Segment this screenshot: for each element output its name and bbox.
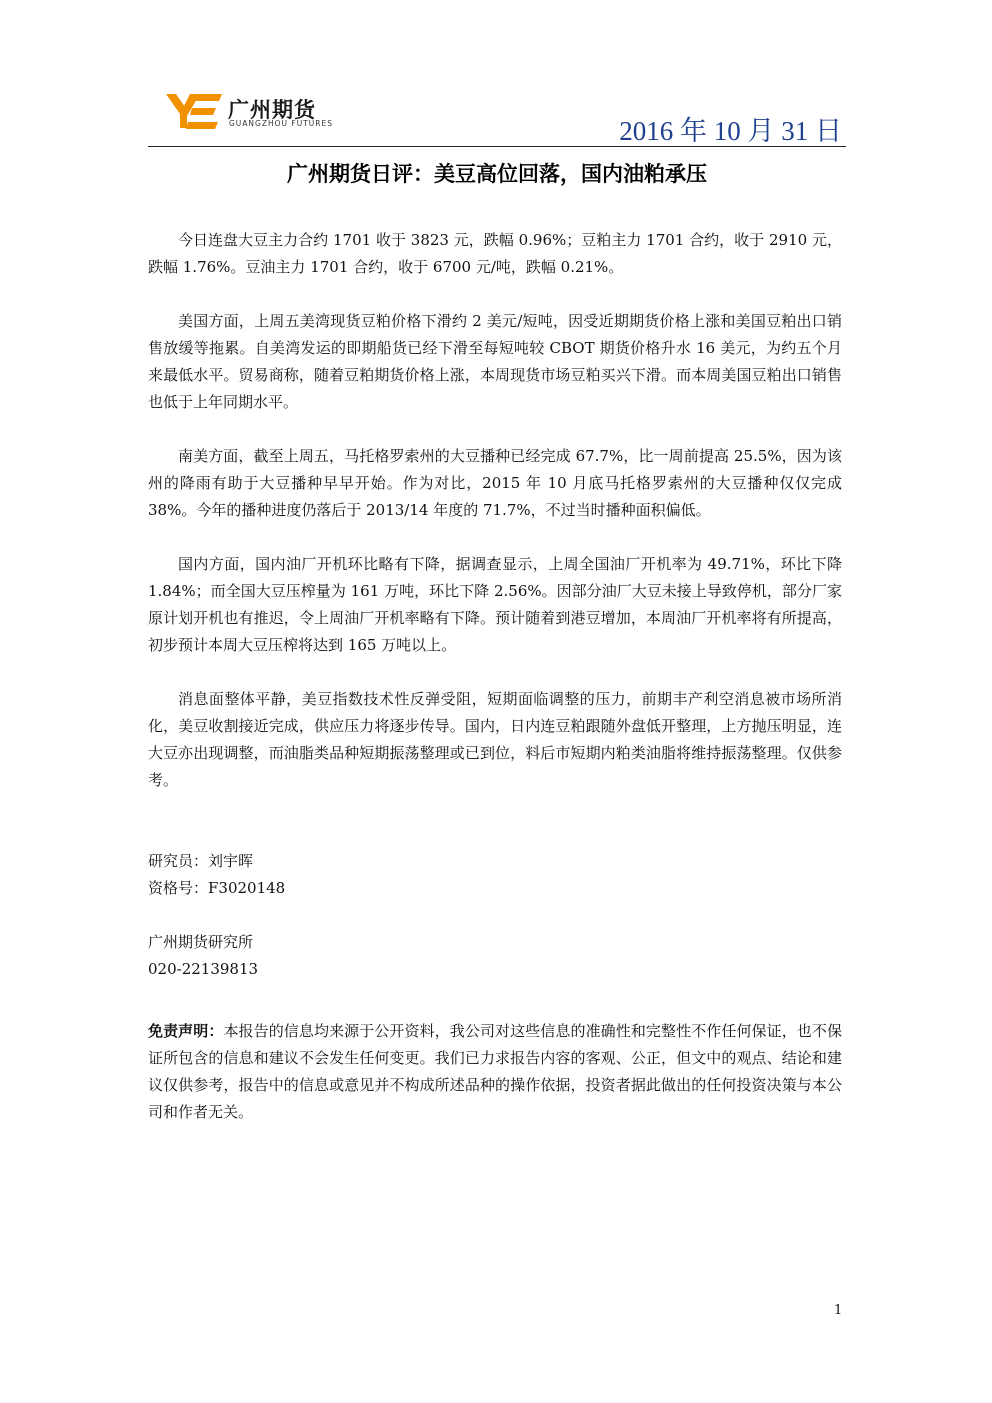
institute-phone: 020-22139813 — [148, 960, 259, 978]
disclaimer — [148, 1018, 842, 1126]
institute-info — [148, 929, 842, 983]
disclaimer-text: 本报告的信息均来源于公开资料，我公司对这些信息的准确性和完整性不作任何保证，也不保证所包含的信息和建议不会发生任何变更。我们已力求报告内容的客观、公正，但文中的观点、结论和建议仅供参考，报告中的信息或意见并不构成所述品种的操作依据，投资者据此做出的任何投资决策与本公司和作者无关。 — [148, 1022, 842, 1121]
disclaimer-label: 免责声明： — [148, 1022, 224, 1040]
logo-chinese-name: 广州期货 — [228, 98, 316, 122]
page-header — [148, 82, 846, 146]
license-number: 资格号：F3020148 — [148, 879, 286, 897]
page-number: 1 — [834, 1303, 843, 1318]
company-logo — [166, 88, 366, 134]
researcher-name: 研究员：刘宇晖 — [148, 852, 254, 870]
paragraph-outlook: 消息面整体平静，美豆指数技术性反弹受阻，短期面临调整的压力，前期丰产利空消息被市场所消化，美豆收割接近完成，供应压力将逐步传导。国内，日内连豆粕跟随外盘低开整理，上方抛压明显，连大豆亦出现调整，而油脂类品种短期振荡整理或已到位，料后市短期内粕类油脂将维持振荡整理。仅供参考。 — [148, 690, 842, 789]
spacer — [148, 821, 842, 848]
paragraph-us-market: 美国方面，上周五美湾现货豆粕价格下滑约 2 美元/短吨，因受近期期货价格上涨和美国豆粕出口销售放缓等拖累。自美湾发运的即期船货已经下滑至每短吨较 CBOT 期货价格升水 16 美元，为约五个月来最低水平。贸易商称，随着豆粕期货价格上涨，本周现货市场豆粕买兴下滑。而本周美国豆粕出口销售也低于上年同期水平。 — [148, 312, 842, 411]
report-body — [148, 227, 842, 1126]
report-date: 2016 年 10 月 31 日 — [619, 116, 842, 146]
analyst-info — [148, 848, 842, 902]
logo-english-name: GUANGZHOU FUTURES — [229, 119, 333, 128]
institute-name: 广州期货研究所 — [148, 933, 254, 951]
paragraph-market-summary: 今日连盘大豆主力合约 1701 收于 3823 元，跌幅 0.96%；豆粕主力 1701 合约，收于 2910 元，跌幅 1.76%。豆油主力 1701 合约，收于 6700 元/吨，跌幅 0.21%。 — [148, 231, 842, 276]
logo-ye-icon — [166, 92, 222, 130]
paragraph-domestic: 国内方面，国内油厂开机环比略有下降，据调查显示，上周全国油厂开机率为 49.71%，环比下降 1.84%；而全国大豆压榨量为 161 万吨，环比下降 2.56%。因部分油厂大豆未接上导致停机，部分厂家原计划开机也有推迟，令上周油厂开机率略有下降。预计随着到港豆增加，本周油厂开机率将有所提高，初步预计本周大豆压榨将达到 165 万吨以上。 — [148, 555, 842, 654]
header-divider — [148, 146, 846, 147]
spacer — [148, 1010, 842, 1018]
report-title: 广州期货日评：美豆高位回落，国内油粕承压 — [287, 162, 707, 186]
paragraph-south-america: 南美方面，截至上周五，马托格罗索州的大豆播种已经完成 67.7%，比一周前提高 25.5%，因为该州的降雨有助于大豆播种早早开始。作为对比，2015 年 10 月底马托格罗索州的大豆播种仅仅完成 38%。今年的播种进度仍落后于 2013/14 年度的 71.7%，不过当时播种面积偏低。 — [148, 447, 842, 519]
